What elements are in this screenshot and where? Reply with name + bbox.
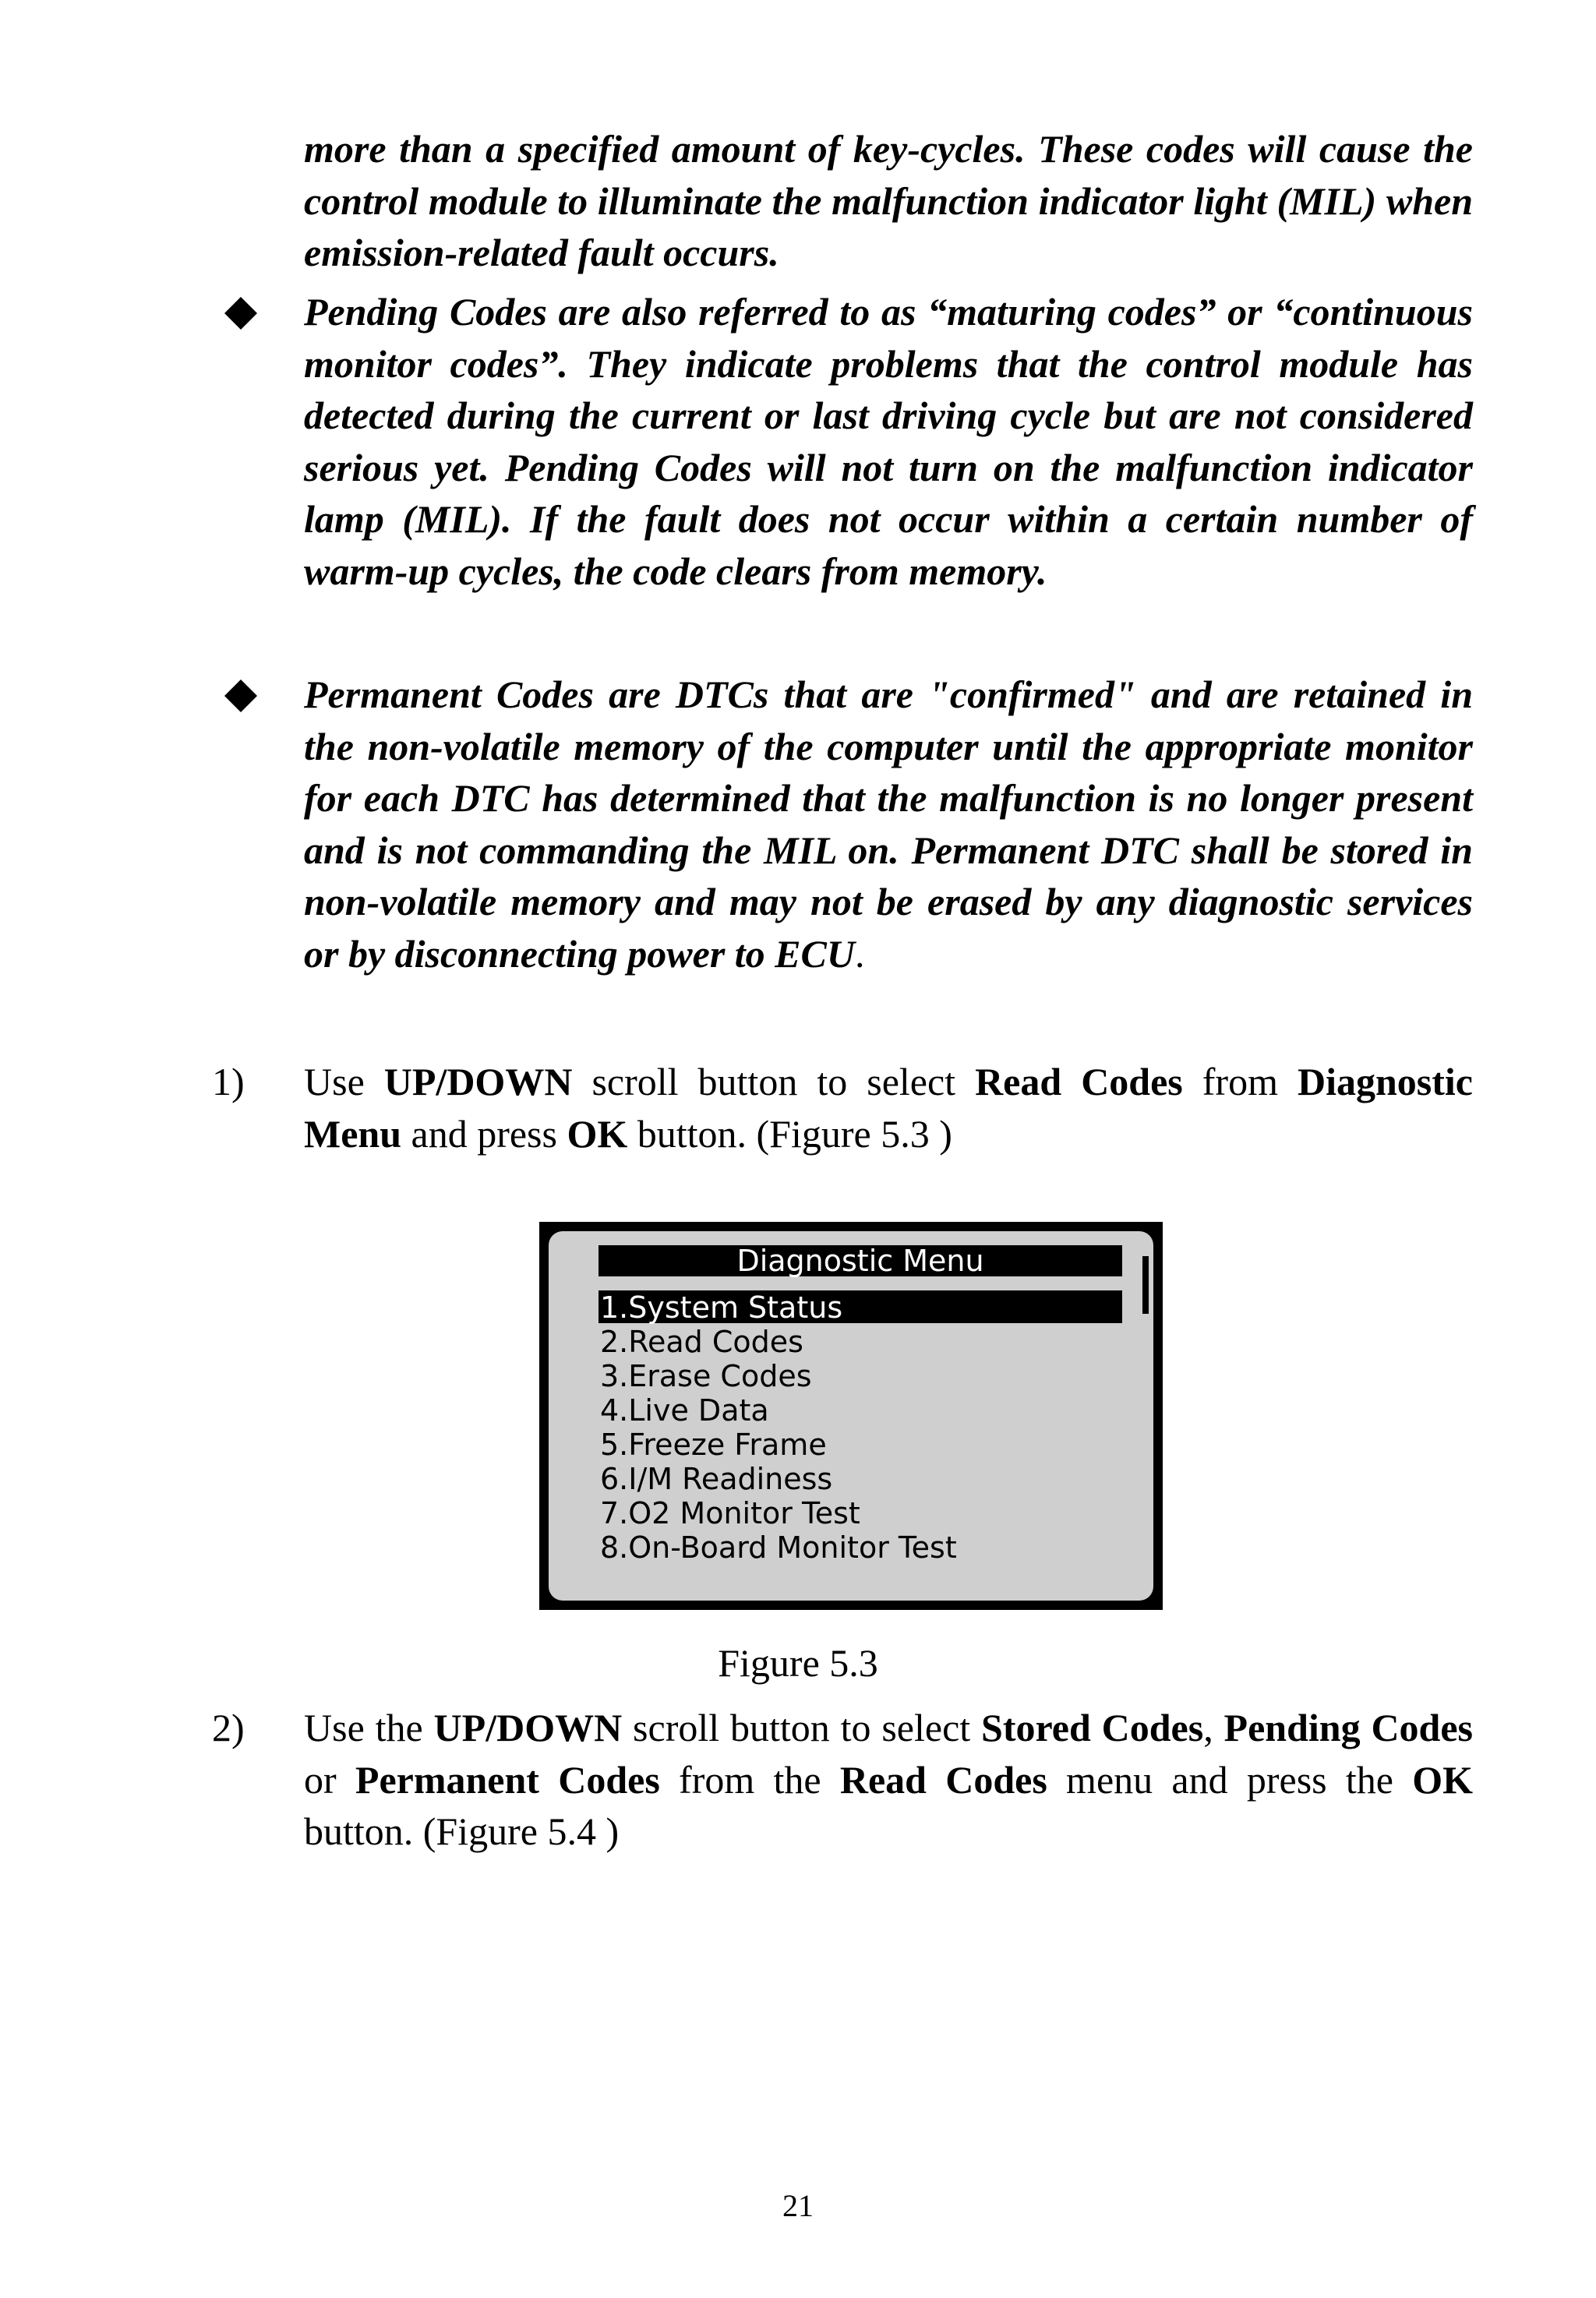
intro-paragraph: more than a specified amount of key-cycles. These codes will cause the control module to illuminate the malfunction indicator light (MIL) when emission-related fault occurs.	[304, 127, 1473, 274]
figure-caption: Figure 5.3	[718, 1641, 878, 1685]
menu-item-read-codes[interactable]: 2.Read Codes	[600, 1325, 803, 1359]
bullet-permanent-codes	[304, 669, 1473, 980]
menu-item-system-status[interactable]: 1.System Status	[598, 1290, 1122, 1323]
text-run: scroll button to select	[572, 1060, 976, 1103]
screen-display	[549, 1231, 1153, 1601]
bold-run: OK	[567, 1111, 628, 1156]
bold-run: Permanent Codes	[355, 1757, 660, 1802]
step-1-text	[304, 1056, 1473, 1160]
text-run: from the	[659, 1757, 840, 1802]
text-run: button. (Figure 5.4 )	[304, 1809, 620, 1853]
page-number: 21	[782, 2188, 814, 2223]
text-run: button. (Figure 5.3 )	[627, 1111, 952, 1156]
menu-item-live-data[interactable]: 4.Live Data	[600, 1393, 769, 1428]
text-run: scroll button to select	[622, 1706, 982, 1749]
menu-item-erase-codes[interactable]: 3.Erase Codes	[600, 1359, 812, 1393]
diagnostic-menu-screen	[539, 1222, 1163, 1610]
diamond-bullet-icon	[224, 297, 257, 330]
text-run: and press	[401, 1111, 567, 1156]
bullet-permanent-codes-end: .	[854, 931, 865, 976]
bold-run: Stored Codes	[981, 1706, 1204, 1749]
menu-item-im-readiness[interactable]: 6.I/M Readiness	[600, 1462, 833, 1496]
bold-run: Read Codes	[839, 1757, 1047, 1802]
diamond-bullet-icon	[224, 680, 257, 712]
text-run: Use	[304, 1060, 384, 1103]
text-run: ,	[1203, 1706, 1224, 1749]
step-number: 1)	[212, 1060, 245, 1103]
scrollbar	[1142, 1256, 1149, 1314]
bold-run: OK	[1412, 1757, 1474, 1802]
bold-run: Diagnostic Menu	[304, 1060, 1473, 1156]
step-2-text	[304, 1702, 1473, 1858]
bullet-permanent-codes-text: Permanent Codes are DTCs that are "confirmed" and are retained in the non-volatile memory of the computer until the appropriate monitor for each DTC has determined that the malfunction is no longer present and is not commanding the MIL on. Permanent DTC shall be stored in non-volatile memory and may not be erased by any diagnostic services or by disconnecting power to ECU	[304, 672, 1473, 976]
menu-item-freeze-frame[interactable]: 5.Freeze Frame	[600, 1428, 827, 1462]
screen-title: Diagnostic Menu	[598, 1245, 1122, 1276]
bullet-pending-codes: Pending Codes are also referred to as “maturing codes” or “continuous monitor codes”. They indicate problems that the control module has detected during the current or last driving cycle but are not considered serious yet. Pending Codes will not turn on the malfunction indicator lamp (MIL). If the fault does not occur within a certain number of warm-up cycles, the code clears from memory.	[304, 290, 1473, 593]
text-run: or	[304, 1757, 355, 1802]
text-run: menu and press the	[1047, 1757, 1413, 1802]
text-run: from	[1182, 1060, 1298, 1103]
bold-run: UP/DOWN	[433, 1706, 623, 1749]
step-number: 2)	[212, 1706, 245, 1749]
bold-run: Pending Codes	[1223, 1706, 1474, 1749]
menu-item-on-board-monitor-test[interactable]: 8.On-Board Monitor Test	[600, 1530, 957, 1565]
text-run: Use the	[304, 1706, 434, 1749]
bold-run: Read Codes	[975, 1060, 1183, 1103]
bold-run: UP/DOWN	[383, 1060, 573, 1103]
menu-item-o2-monitor-test[interactable]: 7.O2 Monitor Test	[600, 1496, 860, 1530]
